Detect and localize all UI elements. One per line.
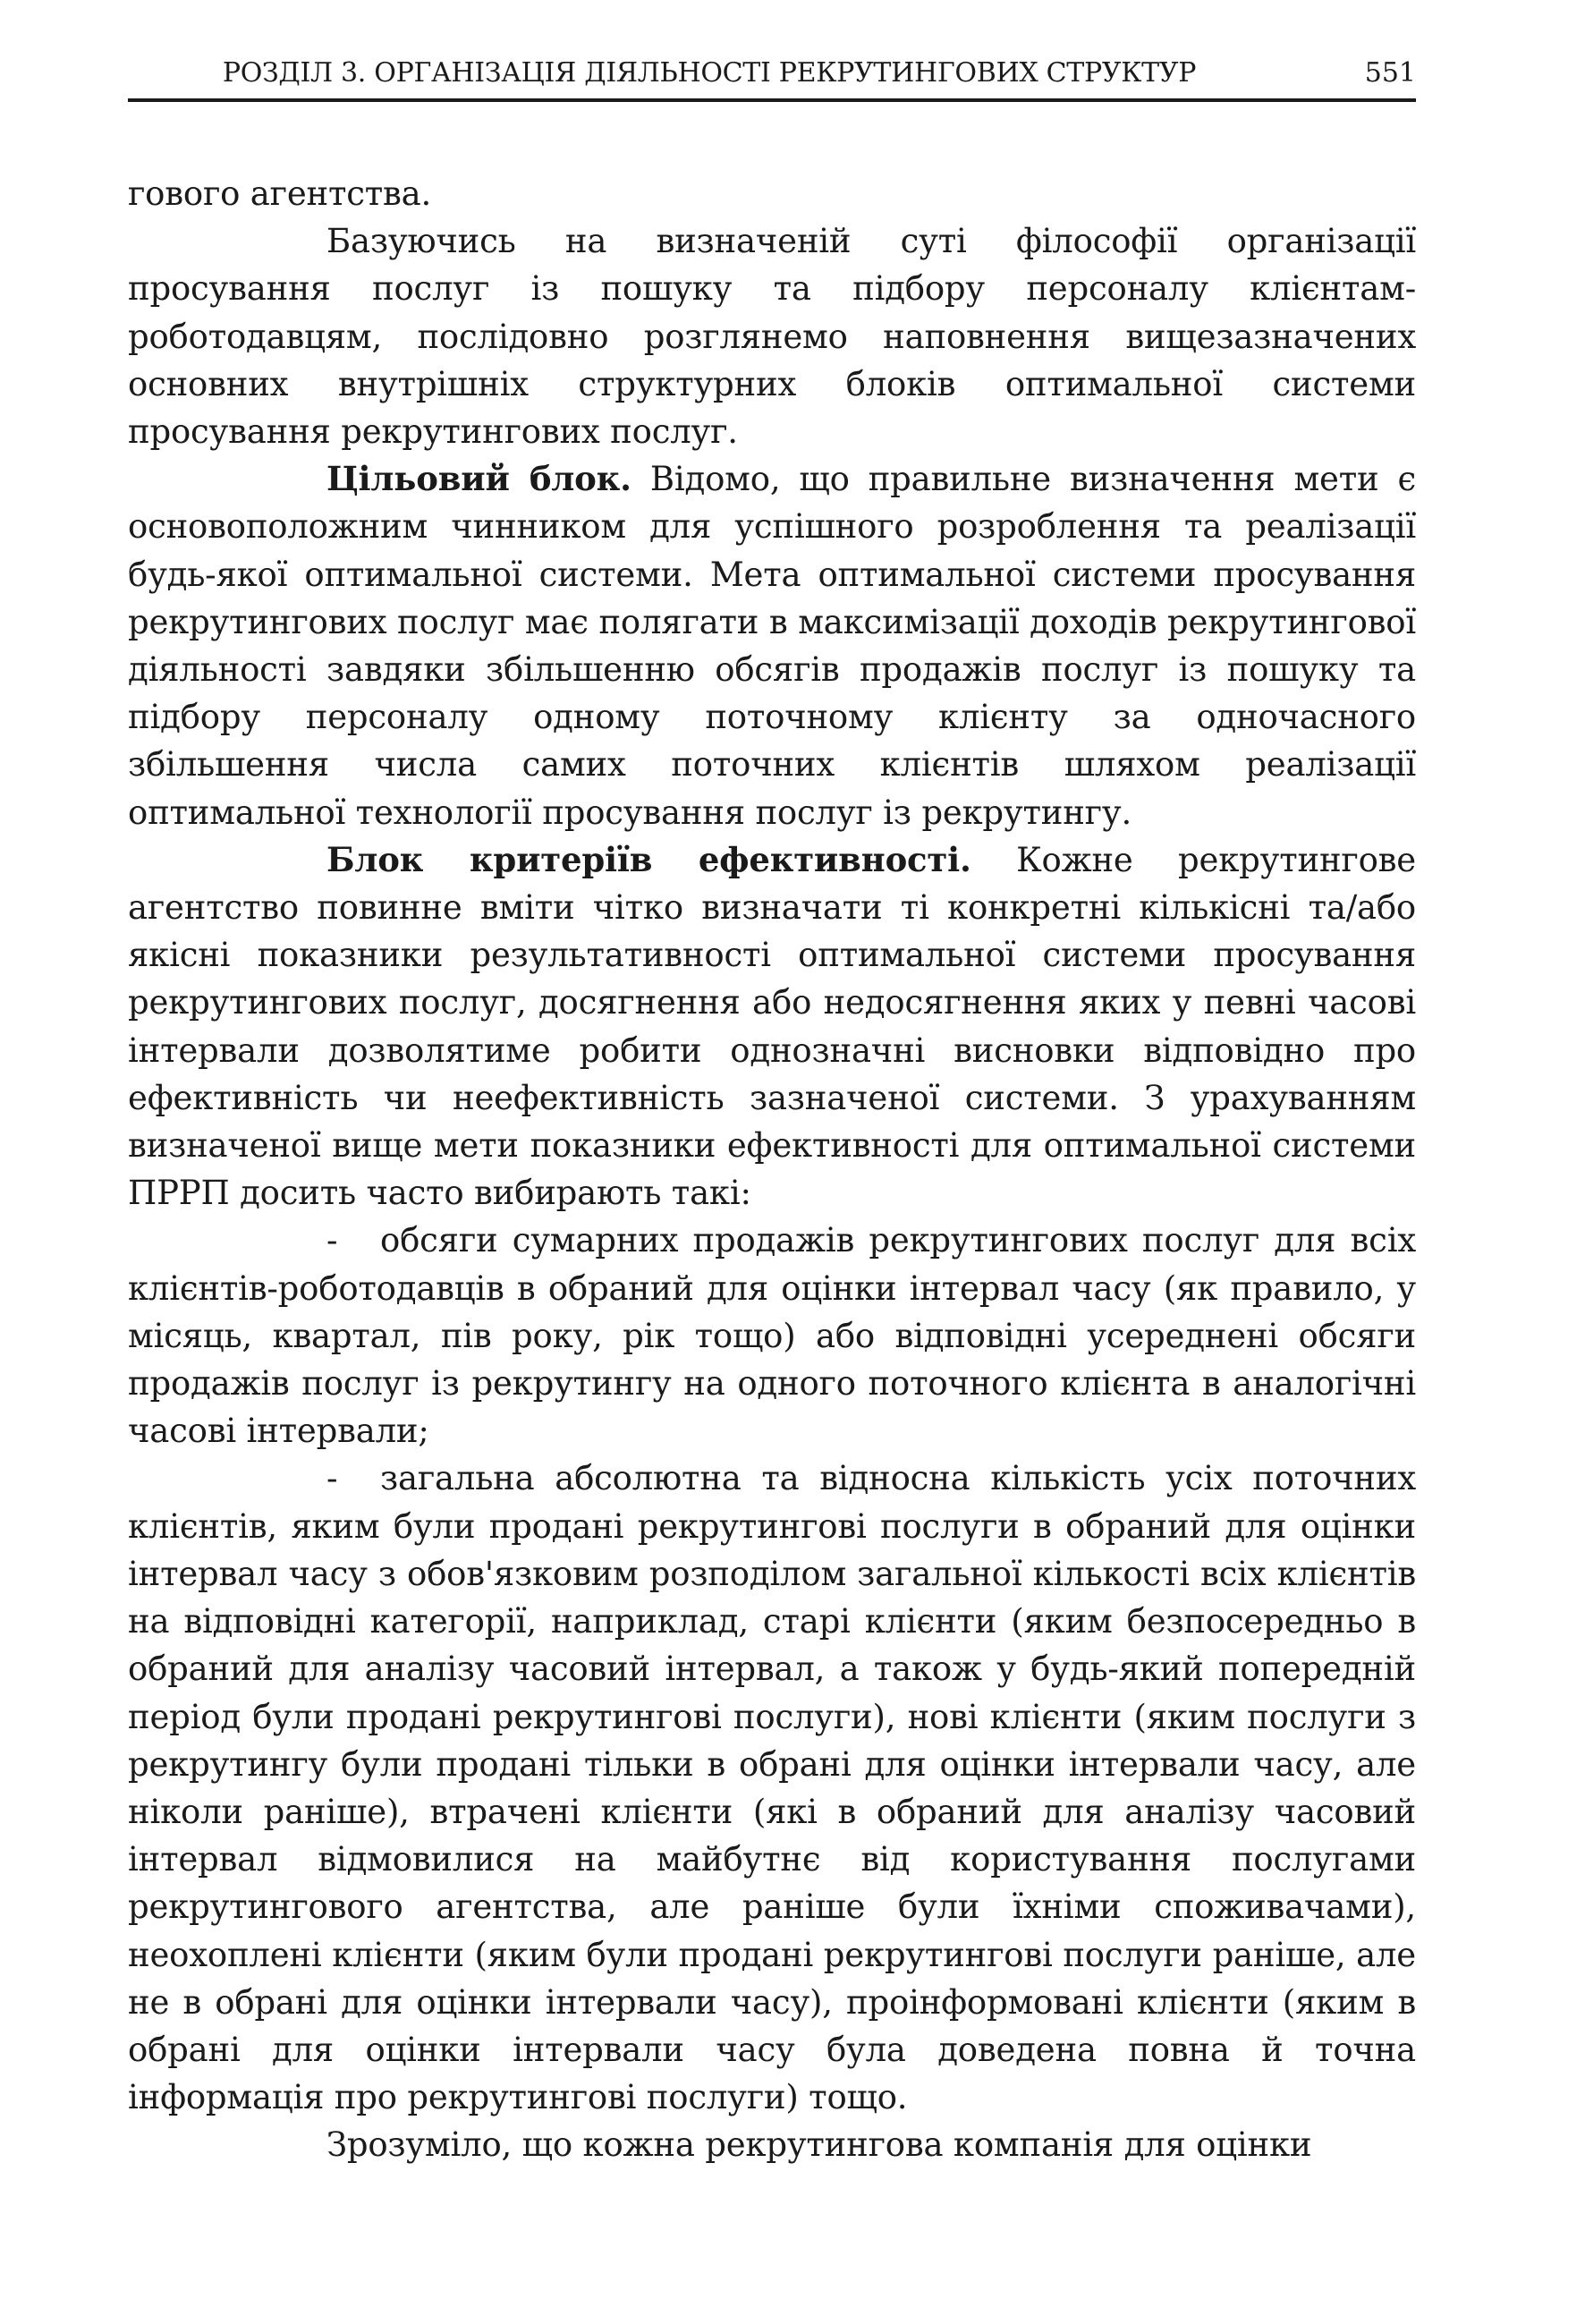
running-title: РОЗДІЛ 3. ОРГАНІЗАЦІЯ ДІЯЛЬНОСТІ РЕКРУТИНГОВИХ СТРУКТУР xyxy=(222,57,1197,89)
paragraph-criteria-block-text: Кожне рекрутингове агентство повинне вміти чітко визначати ті конкретні кількісні та/або якісні показники результативності оптимальної системи просування рекрутингових послуг, досягнення або недосягнення яких у певні часові інтервали дозволятиме робити однозначні висновки відповідно про ефективність чи неефективність зазначеної системи. З урахуванням визначеної вище мети показники ефективності для оптимальної системи ПРРП досить часто вибирають такі: xyxy=(128,840,1416,1213)
list-item xyxy=(128,1217,1416,1455)
running-header xyxy=(128,54,1416,102)
run-in-heading-criteria-block: Блок критеріїв ефективності. xyxy=(326,839,971,879)
run-in-heading-target-block: Цільовий блок. xyxy=(326,459,631,499)
paragraph-philosophy: Базуючись на визначеній суті філософії організації просування послуг із пошуку та підбору персоналу клієнтам-роботодавцям, послідовно розглянемо наповнення вищезазначених основних внутрішніх структурних блоків оптимальної системи просування рекрутингових послуг. xyxy=(128,222,1416,452)
paragraph-criteria-block xyxy=(128,836,1416,1217)
list-dash: - xyxy=(326,1459,338,1498)
body-text xyxy=(128,170,1416,2169)
list-item xyxy=(128,1455,1416,2121)
paragraph-target-block-text: Відомо, що правильне визначення мети є основоположним чинником для успішного розроблення та реалізації будь-якої оптимальної системи. Мета оптимальної системи просування рекрутингових послуг має полягати в максимізації доходів рекрутингової діяльності завдяки збільшенню обсягів продажів послуг із пошуку та підбору персоналу одному поточному клієнту за одночасного збільшення числа самих поточних клієнтів шляхом реалізації оптимальної технології просування послуг із рекрутингу. xyxy=(128,460,1416,832)
list-item-text: загальна абсолютна та відносна кількість усіх поточних клієнтів, яким були продані рекрутингові послуги в обраний для оцінки інтервал часу з обов'язковим розподілом загальної кількості всіх клієнтів на відповідні категорії, наприклад, старі клієнти (яким безпосередньо в обраний для аналізу часовий інтервал, а також у будь-який попередній період були продані рекрутингові послуги), нові клієнти (яким послуги з рекрутингу були продані тільки в обрані для оцінки інтервали часу, але ніколи раніше), втрачені клієнти (які в обраний для аналізу часовий інтервал відмовилися на майбутнє від користування послугами рекрутингового агентства, але раніше були їхніми споживачами), неохоплені клієнти (яким були продані рекрутингові послуги раніше, але не в обрані для оцінки інтервали часу), проінформовані клієнти (яким в обрані для оцінки інтервали часу була доведена повна й точна інформація про рекрутингові послуги) тощо. xyxy=(128,1459,1416,2117)
list-item-text: обсяги сумарних продажів рекрутингових послуг для всіх клієнтів-роботодавців в обраний для оцінки інтервал часу (як правило, у місяць, квартал, пів року, рік тощо) або відповідні усереднені обсяги продажів послуг із рекрутингу на одного поточного клієнта в аналогічні часові інтервали; xyxy=(128,1221,1416,1451)
paragraph-target-block xyxy=(128,455,1416,836)
page-number: 551 xyxy=(1364,57,1416,89)
paragraph-continuation: гового агентства. xyxy=(128,174,432,213)
list-dash: - xyxy=(326,1221,338,1260)
paragraph-final: Зрозуміло, що кожна рекрутингова компанія для оцінки xyxy=(326,2125,1312,2165)
